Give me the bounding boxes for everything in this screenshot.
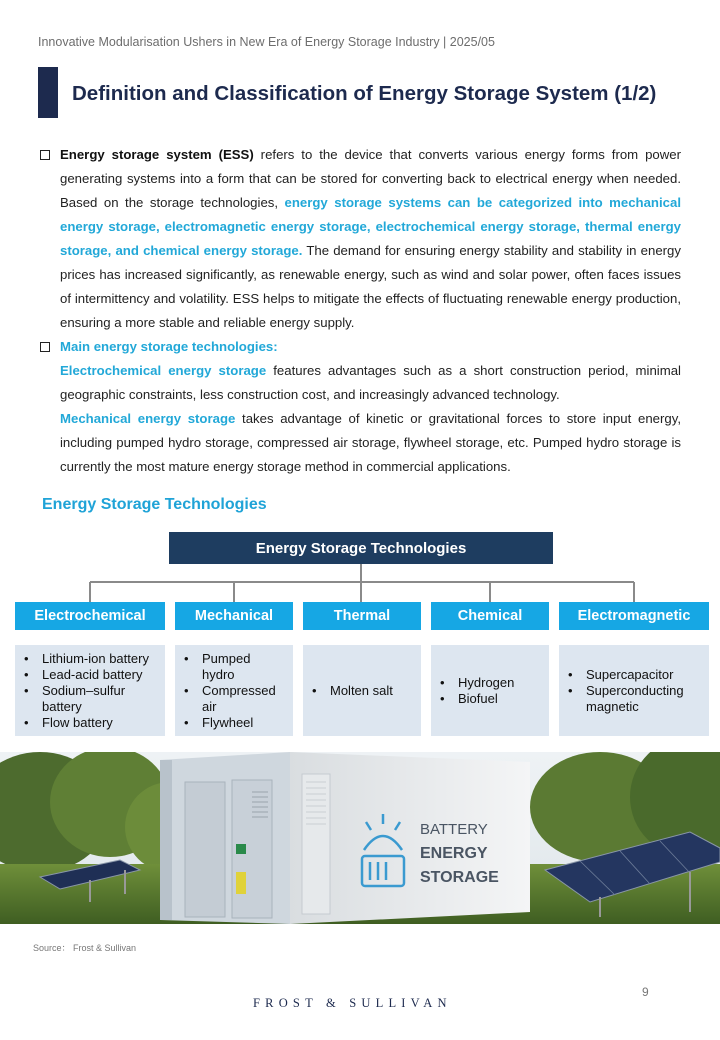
list-item: • Hydrogen: [440, 675, 514, 691]
list-item: • Superconducting magnetic: [568, 683, 688, 715]
mechanical-text: takes advantage of kinetic or gravitational forces to store input energy, including pumped hydro storage, compressed air storage, flywheel storage, etc. Pumped hydro storage is currently the most mature energy storage method in commercial applications.: [60, 411, 681, 474]
list-item: • Biofuel: [440, 691, 514, 707]
container-label-battery: BATTERY: [420, 821, 488, 838]
category-electrochemical: Electrochemical: [15, 602, 165, 630]
page-number: 9: [642, 985, 649, 999]
list-item: • Lithium-ion battery: [24, 651, 165, 667]
category-thermal: Thermal: [303, 602, 421, 630]
items-mechanical: [175, 645, 293, 736]
list-item: • Molten salt: [312, 683, 393, 699]
section-heading: Energy Storage Technologies: [42, 496, 267, 513]
list-item: • Supercapacitor: [568, 667, 688, 683]
ess-demand-text: The demand for ensuring energy stability and stability in energy prices has increased significantly, as renewable energy, such as wind and solar power, often faces issues of intermittency and volatility. ESS helps to mitigate the effects of fluctuating renewable energy production, ensuring a more stable and reliable energy supply.: [60, 243, 681, 330]
category-chemical: Chemical: [431, 602, 549, 630]
electrochemical-text: features advantages such as a short construction period, minimal geographic constraints, less construction cost, and increasingly advanced technology.: [60, 363, 681, 402]
list-item: • Flywheel: [184, 715, 266, 731]
container-label-energy: ENERGY: [420, 845, 488, 862]
battery-container-illustration: [0, 752, 720, 924]
electrochemical-highlight: Electrochemical energy storage: [60, 363, 267, 378]
list-item: • Pumped hydro: [184, 651, 266, 683]
mechanical-highlight: Mechanical energy storage: [60, 411, 236, 426]
ess-definition-text: refers to the device that converts various energy forms from power generating systems into a form that can be stored for converting back to electrical energy when needed. Based on the storage technologies,: [60, 147, 681, 210]
list-item: • Flow battery: [24, 715, 165, 731]
category-mechanical: Mechanical: [175, 602, 293, 630]
frost-sullivan-logo: FROST & SULLIVAN: [253, 996, 452, 1010]
page-title: Definition and Classification of Energy Storage System (1/2): [72, 82, 657, 105]
container-label-storage: STORAGE: [420, 869, 499, 886]
list-item: • Compressed air: [184, 683, 266, 715]
items-thermal: [303, 645, 421, 736]
items-chemical: [431, 645, 549, 736]
items-electrochemical: [15, 645, 165, 736]
list-item: • Sodium–sulfur battery: [24, 683, 165, 715]
category-electromagnetic: Electromagnetic: [559, 602, 709, 630]
battery-storage-photo: [0, 752, 720, 924]
header-running-title: Innovative Modularisation Ushers in New Era of Energy Storage Industry | 2025/05: [38, 35, 495, 49]
list-item: • Lead-acid battery: [24, 667, 165, 683]
items-electromagnetic: [559, 645, 709, 736]
ess-term: Energy storage system (ESS): [60, 147, 254, 162]
source-note: Source： Frost & Sullivan: [33, 943, 137, 953]
diagram-root-node: Energy Storage Technologies: [169, 532, 553, 564]
ess-categories-highlight: energy storage systems can be categorized into mechanical energy storage, electromagnetic energy storage, electrochemical energy storage, thermal energy storage, and chemical energy storage.: [60, 195, 681, 258]
main-technologies-heading: Main energy storage technologies:: [60, 339, 278, 354]
